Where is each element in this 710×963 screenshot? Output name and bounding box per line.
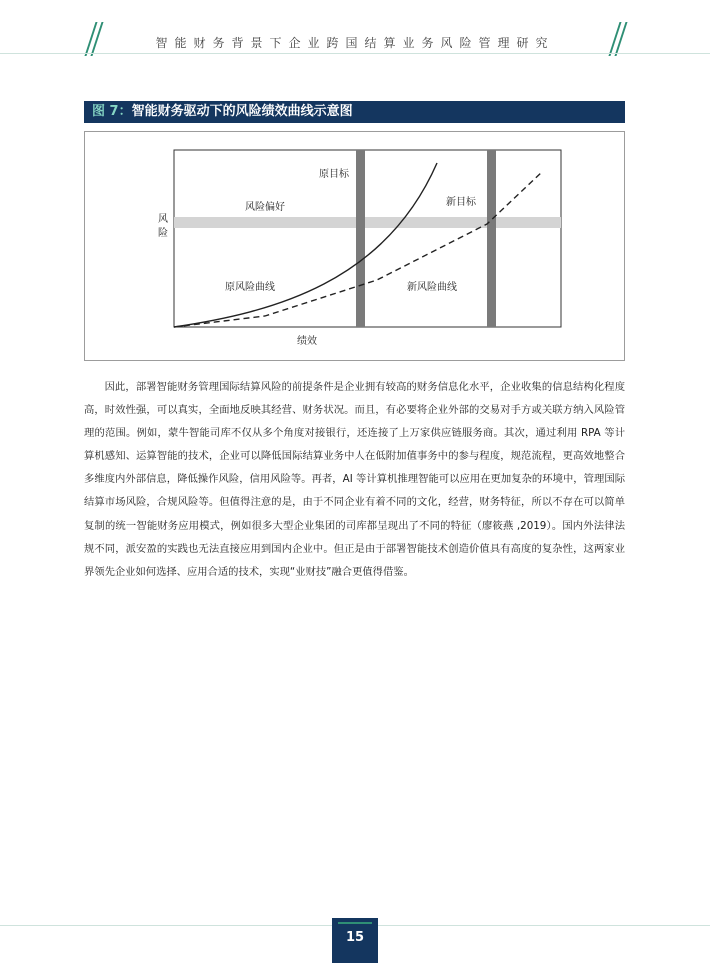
- header-slash-right-icon: [610, 22, 624, 56]
- original-target-label: 原目标: [319, 169, 349, 180]
- figure-frame: [84, 131, 625, 361]
- new-target-label: 新目标: [446, 197, 476, 208]
- running-header: 智能财务背景下企业跨国结算业务风险管理研究: [155, 36, 555, 50]
- plot-frame: [174, 150, 561, 327]
- original-target-line: [356, 150, 365, 327]
- figure-caption: [84, 101, 625, 123]
- figure-number: 图 7：: [92, 104, 132, 119]
- page-number-box: [332, 918, 378, 963]
- risk-appetite-band: [174, 217, 561, 228]
- y-axis-label-2: 险: [158, 228, 168, 239]
- risk-appetite-label: 风险偏好: [245, 202, 285, 213]
- page-number-accent: [338, 922, 372, 924]
- new-curve-label: 新风险曲线: [407, 282, 457, 293]
- page-number: 15: [345, 930, 365, 945]
- risk-performance-diagram: [85, 132, 626, 362]
- figure-title: 智能财务驱动下的风险绩效曲线示意图: [131, 104, 353, 119]
- header-rule: [0, 53, 710, 54]
- y-axis-label-1: 风: [158, 214, 168, 225]
- body-paragraph: 因此，部署智能财务管理国际结算风险的前提条件是企业拥有较高的财务信息化水平，企业收集的信息结构化程度高，时效性强，可以真实，全面地反映其经营、财务状况。而且，有必要将企业外部的交易对手方或关联方纳入风险管理的范围。例如，蒙牛智能司库不仅从多个角度对接银行，还连接了上万家供应链服务商。其次，通过利用 RPA 等计算机感知、运算智能的技术，企业可以降低国际结算业务中人在低附加值事务中的参与程度，规范流程，更高效地整合多维度内外部信息，降低操作风险，信用风险等。再者，AI 等计算机推理智能可以应用在更加复杂的环境中，管理国际结算市场风险，合规风险等。但值得注意的是，由于不同企业有着不同的文化，经营，财务特征，所以不存在可以简单复制的统一智能财务应用模式，例如很多大型企业集团的司库都呈现出了不同的特征（廖筱燕 ,2019）。国内外法律法规不同，派安盈的实践也无法直接应用到国内企业中。但正是由于部署智能技术创造价值具有高度的复杂性，这两家业界领先企业如何选择、应用合适的技术，实现“业财技”融合更值得借鉴。: [84, 381, 625, 578]
- original-curve-label: 原风险曲线: [225, 282, 275, 293]
- x-axis-label: 绩效: [297, 336, 317, 347]
- new-target-line: [487, 150, 496, 327]
